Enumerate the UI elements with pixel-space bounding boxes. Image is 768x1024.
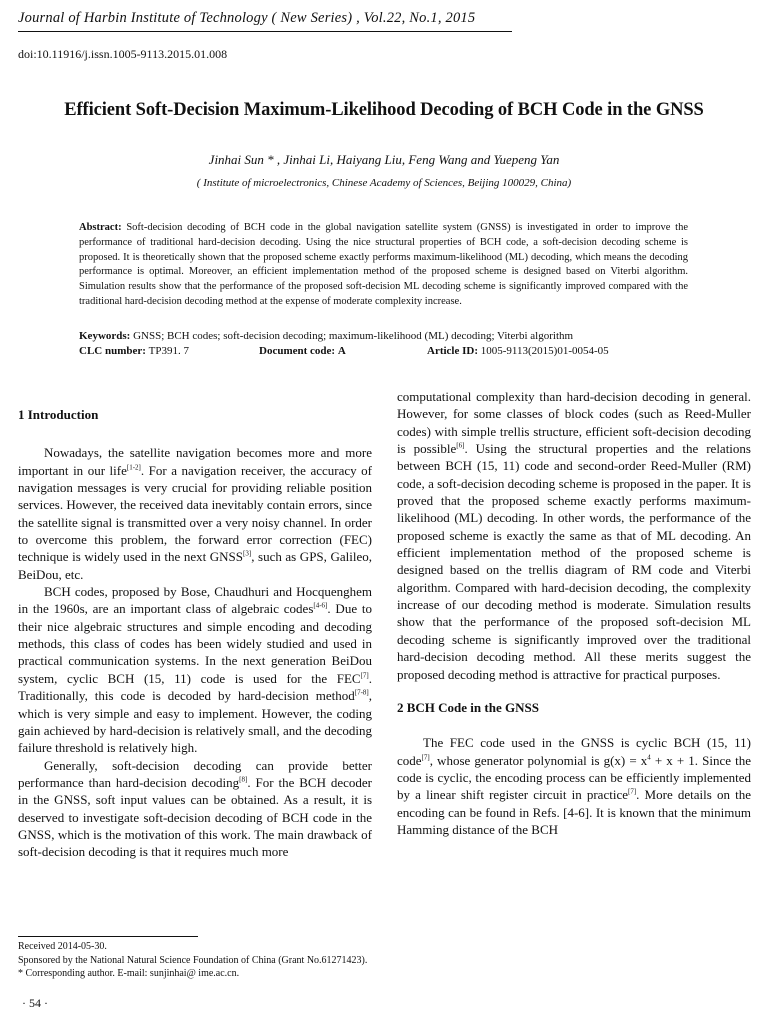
keywords-label: Keywords: [79,330,131,342]
abstract-label: Abstract: [79,222,122,233]
footnotes [18,940,367,981]
footnote-corresponding: * Corresponding author. E-mail: sunjinhai@ ime.ac.cn. [18,968,240,979]
citation[interactable]: [7-8] [354,688,369,697]
doi: doi:10.11916/j.issn.1005-9113.2015.01.008 [18,47,228,61]
clc-label: CLC number: [79,345,146,357]
affiliation: ( Institute of microelectronics, Chinese Academy of Sciences, Beijing 100029, China) [196,177,572,189]
abstract-text: Soft-decision decoding of BCH code in the global navigation satellite system (GNSS) is investigated in order to improve the performance of traditional hard-decision decoding. Using the nice structural properties of BCH code, a soft-decision decoding scheme is proposed. It is theoretically shown that the proposed scheme exactly performs maximum-likelihood (ML) decoding, which means the decoding performance is optimal. Moreover, an efficient implementation method of the proposed scheme is designed based on Viterbi algorithm. Simulation results show that the performance of the proposed soft-decision ML decoding scheme is significantly improved compared with the traditional hard-decision decoding method at the expense of moderate complexity increase. [79,222,688,307]
page-number: · 54 · [22,996,48,1010]
keywords-text: GNSS; BCH codes; soft-decision decoding; maximum-likelihood (ML) decoding; Viterbi algorithm [133,330,574,342]
classification-line [79,345,699,357]
footnote-rule [18,936,198,937]
document-code-value: A [337,345,346,357]
article-id-value: 1005-9113(2015)01-0054-05 [480,345,609,357]
right-column [397,388,751,838]
article-id-label: Article ID: [427,345,479,357]
document-code-label: Document code: [259,345,336,357]
citation[interactable]: [4-6] [313,602,328,611]
intro-paragraph-2: BCH codes, proposed by Bose, Chaudhuri and Hocquenghem in the 1960s, are an important class of algebraic codes[4-6]. Due to their nice algebraic structures and simple encoding and decoding methods, this class of codes has been widely studied and used in practical communication systems. In the next generation BeiDou system, cyclic BCH (15, 11) code is used for the FEC[7]. Traditionally, this code is decoded by hard-decision method[7-8], which is very simple and easy to implement. However, the coding gain achieved by hard-decision is relatively small, and the decoding failure threshold is relatively high. [18,584,372,756]
citation[interactable]: [7] [421,753,430,762]
footnote-received: Received 2014-05-30. [18,941,107,952]
citation[interactable]: [3] [243,550,252,559]
paper-title: Efficient Soft-Decision Maximum-Likelihood Decoding of BCH Code in the GNSS [64,100,704,120]
citation[interactable]: [7] [627,787,637,796]
citation[interactable]: [7] [360,671,369,680]
citation[interactable]: [1-2] [126,463,141,472]
keywords [79,330,699,342]
journal-header: Journal of Harbin Institute of Technology ( New Series) , Vol.22, No.1, 2015 [18,10,476,26]
exponent: 4 [647,753,651,762]
abstract [79,221,688,310]
section-heading-bch-code: 2 BCH Code in the GNSS [397,699,539,715]
authors: Jinhai Sun * , Jinhai Li, Haiyang Liu, Feng Wang and Yuepeng Yan [208,152,560,167]
left-column [18,406,372,861]
section-heading-introduction: 1 Introduction [18,407,99,422]
clc-value: TP391. 7 [148,345,190,357]
footnote-sponsor: Sponsored by the National Natural Science Foundation of China (Grant No.61271423). [18,954,368,966]
intro-paragraph-3: Generally, soft-decision decoding can provide better performance than hard-decision decoding[8]. For the BCH decoder in the GNSS, soft input values can be obtained. As a result, it is deserved to investigate soft-decision decoding of BCH code in the GNSS, which is the motivation of this work. The main drawback of soft-decision decoding is that it requires much more [18,757,373,860]
bch-paragraph-1: The FEC code used in the GNSS is cyclic BCH (15, 11) code[7], whose generator polynomial is $g(x) = x^4 + x + 1$. Since the code is cyclic, the encoding process can be efficiently implemented by a linear shift register circuit in practice[7]. More details on the encoding can be found in Refs. [4-6]. It is known that the minimum Hamming distance of the BCH [397,735,751,837]
intro-paragraph-1: Nowadays, the satellite navigation becomes more and more important in our life[1-2]. For a navigation receiver, the accuracy of navigation messages is very crucial for providing reliable position services. However, the received data inevitably contain errors, since the satellite signal is transmitted over a very noisy channel. In order to overcome this problem, the forward error correction (FEC) technique is widely used in the next GNSS[3], such as GPS, Galileo, BeiDou, etc. [18,445,372,582]
citation[interactable]: [8] [239,775,248,784]
intro-paragraph-continued: computational complexity than hard-decision decoding in general. However, for some classes of block codes (such as Reed-Muller codes) with simple trellis structure, efficient soft-decision decoding is possible[6]. Using the structural properties and the relations between BCH (15, 11) code and second-order Reed-Muller (RM) code, a soft-decision decoding scheme is proposed in the paper. It is proved that the proposed scheme exactly performs maximum-likelihood (ML) decoding. In other words, the performance of the proposed scheme is exactly the same as that of ML decoding. An efficient implementation method of the proposed scheme is designed based on the trellis diagram of RM code and Viterbi algorithm. Compared with hard-decision decoding, the complexity increase of our decoding method is moderate. Simulation results show that the performance of the proposed soft-decision ML decoding scheme is significantly improved over the traditional hard-decision decoding method. All these merits suggest the proposed decoding method is attractive for practical purposes. [397,389,751,682]
header-rule [18,31,512,32]
citation[interactable]: [6] [456,441,465,450]
